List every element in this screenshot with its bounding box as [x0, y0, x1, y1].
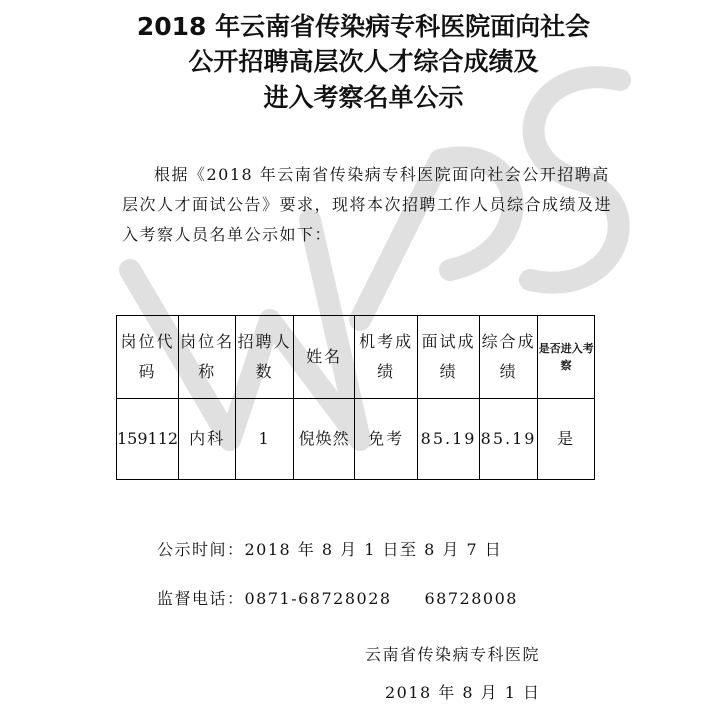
supervision-phone: 监督电话：0871-68728028 68728008 [157, 589, 518, 608]
cell-total-score: 85.19 [480, 399, 538, 480]
cell-position-code: 159112 [117, 399, 179, 480]
cell-name: 倪焕然 [294, 399, 355, 480]
title-line-3: 进入考察名单公示 [263, 83, 464, 112]
title-line-1: 2018 年云南省传染病专科医院面向社会 [136, 12, 591, 41]
header-cell: 是否进入考察 [538, 316, 595, 399]
header-cell: 岗位名称 [179, 316, 236, 399]
header-cell: 姓名 [294, 316, 355, 399]
header-cell: 机考成绩 [355, 316, 418, 399]
organization-signature: 云南省传染病专科医院 [365, 645, 541, 664]
header-cell: 综合成绩 [480, 316, 538, 399]
header-cell: 招聘人数 [236, 316, 294, 399]
issue-date: 2018 年 8 月 1 日 [385, 683, 541, 702]
cell-interview-score: 85.19 [418, 399, 480, 480]
header-cell: 面试成绩 [418, 316, 480, 399]
table-header-row [117, 316, 595, 399]
body-paragraph: 根据《2018 年云南省传染病专科医院面向社会公开招聘高层次人才面试公告》要求，现将本次招聘工作人员综合成绩及进入考察人员名单公示如下： [122, 165, 613, 244]
publicity-time: 公示时间：2018 年 8 月 1 日至 8 月 7 日 [157, 540, 503, 559]
cell-enter-inspection: 是 [538, 399, 595, 480]
cell-written-score: 免考 [355, 399, 418, 480]
table-row [117, 399, 595, 480]
results-table [116, 315, 595, 480]
title-line-2: 公开招聘高层次人才综合成绩及 [188, 47, 539, 76]
cell-position-name: 内科 [179, 399, 236, 480]
cell-headcount: 1 [236, 399, 294, 480]
header-cell: 岗位代码 [117, 316, 179, 399]
